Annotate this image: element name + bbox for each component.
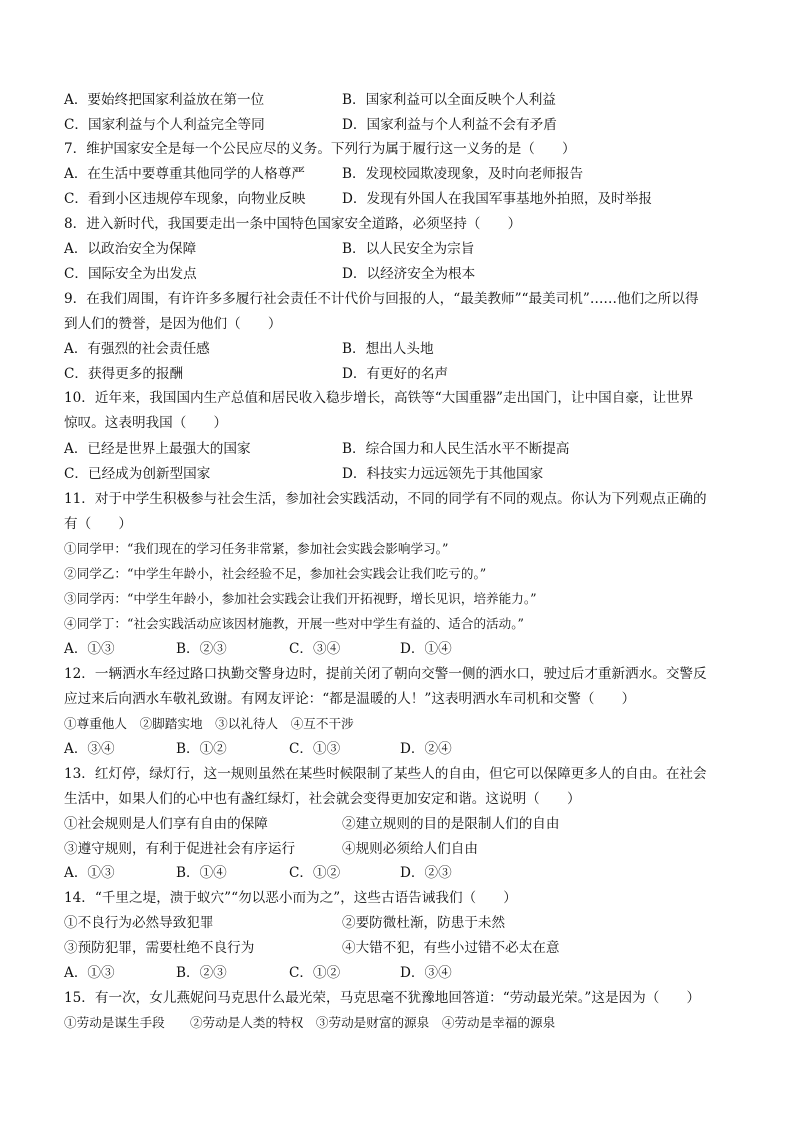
- q14-option-c: C．①②: [289, 965, 341, 981]
- q10-stem-line2: 惊叹。这表明我国（ ）: [64, 415, 228, 431]
- q12-option-a: A．③④: [64, 741, 115, 757]
- q13-option-c: C．①②: [289, 865, 341, 881]
- q11-option-a: A．①③: [64, 641, 115, 657]
- q8-option-c: C．国际安全为出发点: [64, 266, 197, 282]
- q14-stem: 14．“千里之堤，溃于蚁穴”“勿以恶小而为之”，这些古语告诫我们（ ）: [64, 890, 517, 906]
- q9-option-c: C．获得更多的报酬: [64, 366, 184, 382]
- q10-option-a: A．已经是世界上最强大的国家: [64, 441, 251, 457]
- q7-stem: 7．维护国家安全是每一个公民应尽的义务。下列行为属于履行这一义务的是（ ）: [64, 141, 576, 157]
- q14-option-d: D．③④: [400, 965, 452, 981]
- q9-option-b: B．想出人头地: [342, 341, 434, 357]
- q14-statement-4: ④大错不犯，有些小过错不必太在意: [342, 940, 560, 956]
- q11-statement-2: ②同学乙：“中学生年龄小，社会经验不足，参加社会实践会让我们吃亏的。”: [64, 566, 487, 581]
- q8-option-d: D．以经济安全为根本: [342, 266, 476, 282]
- q11-option-b: B．②③: [176, 641, 227, 657]
- q12-option-c: C．①③: [289, 741, 341, 757]
- q12-option-d: D．②④: [400, 741, 452, 757]
- q14-statement-3: ③预防犯罪，需要杜绝不良行为: [64, 940, 255, 956]
- q6-option-c: C．国家利益与个人利益完全等同: [64, 117, 265, 133]
- q14-statement-1: ①不良行为必然导致犯罪: [64, 915, 214, 931]
- q8-option-a: A．以政治安全为保障: [64, 241, 197, 257]
- q7-option-b: B．发现校园欺凌现象，及时向老师报告: [342, 166, 584, 182]
- q11-option-d: D．①④: [400, 641, 452, 657]
- q12-option-b: B．①②: [176, 741, 227, 757]
- q14-option-b: B．②③: [176, 965, 227, 981]
- q15-statements: ①劳动是谋生手段 ②劳动是人类的特权 ③劳动是财富的源泉 ④劳动是幸福的源泉: [64, 1015, 556, 1030]
- q9-option-d: D．有更好的名声: [342, 366, 449, 382]
- q6-option-b: B．国家利益可以全面反映个人利益: [342, 92, 556, 108]
- q11-stem-line2: 有（ ）: [64, 516, 132, 532]
- q13-option-d: D．②③: [400, 865, 452, 881]
- q13-statement-3: ③遵守规则，有利于促进社会有序运行: [64, 841, 296, 857]
- q7-option-d: D．发现有外国人在我国军事基地外拍照，及时举报: [342, 191, 652, 207]
- q13-statement-4: ④规则必须给人们自由: [342, 841, 478, 857]
- q14-statement-2: ②要防微杜渐，防患于未然: [342, 915, 506, 931]
- q12-stem-line2: 应过来后向洒水车敬礼致谢。有网友评论：“都是温暖的人！”这表明洒水车司机和交警（ ）: [64, 691, 636, 707]
- q12-statements: ①尊重他人 ②脚踏实地 ③以礼待人 ④互不干涉: [64, 716, 354, 731]
- q13-option-b: B．①④: [176, 865, 227, 881]
- q6-option-a: A．要始终把国家利益放在第一位: [64, 92, 265, 108]
- q7-option-c: C．看到小区违规停车现象，向物业反映: [64, 191, 306, 207]
- q13-option-a: A．①③: [64, 865, 115, 881]
- q15-stem: 15．有一次，女儿燕妮问马克思什么最光荣，马克思毫不犹豫地回答道：“劳动最光荣。”这是因为（ ）: [64, 990, 701, 1006]
- q9-stem-line2: 到人们的赞誉，是因为他们（ ）: [64, 316, 282, 332]
- q11-stem-line1: 11．对于中学生积极参与社会生活，参加社会实践活动，不同的同学有不同的观点。你认为下列观点正确的: [64, 491, 707, 507]
- q13-stem-line1: 13．红灯停，绿灯行，这一规则虽然在某些时候限制了某些人的自由，但它可以保障更多人的自由。在社会: [64, 766, 707, 782]
- q14-option-a: A．①③: [64, 965, 115, 981]
- q7-option-a: A．在生活中要尊重其他同学的人格尊严: [64, 166, 305, 182]
- q11-statement-4: ④同学丁：“社会实践活动应该因材施教，开展一些对中学生有益的、适合的活动。”: [64, 616, 524, 631]
- q6-option-d: D．国家利益与个人利益不会有矛盾: [342, 117, 557, 133]
- q9-stem-line1: 9．在我们周围，有许许多多履行社会责任不计代价与回报的人，“最美教师”“最美司机”……他们之所以得: [64, 291, 699, 307]
- q11-option-c: C．③④: [289, 641, 341, 657]
- q13-stem-line2: 生活中，如果人们的心中也有盏红绿灯，社会就会变得更加安定和谐。这说明（ ）: [64, 791, 581, 807]
- q10-option-b: B．综合国力和人民生活水平不断提高: [342, 441, 570, 457]
- q13-statement-1: ①社会规则是人们享有自由的保障: [64, 816, 268, 832]
- q11-statement-1: ①同学甲：“我们现在的学习任务非常紧，参加社会实践会影响学习。”: [64, 541, 449, 556]
- q9-option-a: A．有强烈的社会责任感: [64, 341, 210, 357]
- q8-option-b: B．以人民安全为宗旨: [342, 241, 475, 257]
- q10-stem-line1: 10．近年来，我国国内生产总值和居民收入稳步增长，高铁等“大国重器”走出国门，让中国自豪，让世界: [64, 390, 694, 406]
- q8-stem: 8．进入新时代，我国要走出一条中国特色国家安全道路，必须坚持（ ）: [64, 216, 522, 232]
- q10-option-c: C．已经成为创新型国家: [64, 466, 211, 482]
- q12-stem-line1: 12．一辆洒水车经过路口执勤交警身边时，提前关闭了朝向交警一侧的洒水口，驶过后才重新洒水。交警反: [64, 666, 707, 682]
- q13-statement-2: ②建立规则的目的是限制人们的自由: [342, 816, 560, 832]
- q10-option-d: D．科技实力远远领先于其他国家: [342, 466, 544, 482]
- q11-statement-3: ③同学丙：“中学生年龄小，参加社会实践会让我们开拓视野，增长见识，培养能力。”: [64, 591, 537, 606]
